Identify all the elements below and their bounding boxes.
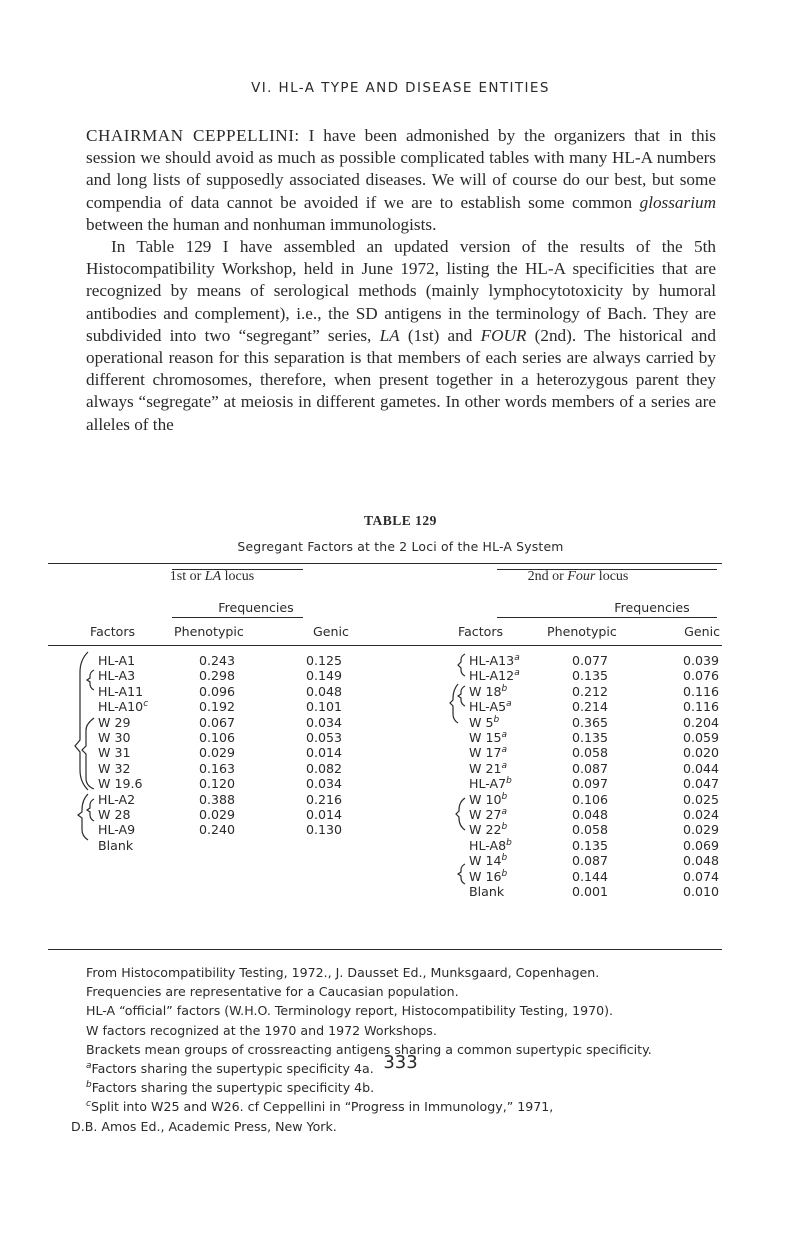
- table-title: TABLE 129: [364, 513, 437, 528]
- locus2-phenotypic: 0.087: [571, 853, 608, 869]
- freq2-subrule: [497, 617, 717, 618]
- note-w-factors: W factors recognized at the 1970 and 1972 Workshops.: [86, 1022, 437, 1038]
- locus1-phenotypic: 0.192: [198, 699, 235, 715]
- locus1-genic: 0.014: [305, 745, 342, 761]
- locus1-factor: HL-A1: [98, 653, 136, 668]
- locus2-phenotypic: 0.365: [571, 714, 608, 730]
- note-source: From Histocompatibility Testing, 1972., J. Dausset Ed., Munksgaard, Copenhagen.: [86, 965, 600, 980]
- locus1-phenotypic: 0.029: [198, 807, 235, 822]
- locus1-genic: 0.216: [305, 791, 342, 807]
- paragraph-1: CHAIRMAN CEPPELLINI: I have been admonished by the organizers that in this session we should avoid as much as possible complicated tables with many HL-A numbers and long lists of supposedly associated diseases. We will of course do our best, but some compendia of data cannot be avoided if we are to establish some common glossarium between the human and nonhuman immunologists.: [86, 126, 716, 234]
- locus2-factor: W 22$^b$: [469, 822, 508, 838]
- table-bottom-rule: [48, 949, 722, 950]
- locus2-factor: W 10$^b$: [469, 791, 508, 807]
- bracket-a3-a11: [87, 670, 94, 690]
- locus2-phenotypic: 0.058: [571, 822, 608, 838]
- locus2-genic: 0.025: [682, 791, 719, 807]
- locus1-genic: 0.130: [305, 822, 342, 838]
- locus2-factor: W 5$^b$: [469, 714, 500, 730]
- col-factors-2: Factors: [458, 624, 504, 639]
- locus2-genic: 0.020: [682, 745, 719, 761]
- bracket-w18-w5: [450, 684, 458, 723]
- table-top-rule: [48, 563, 722, 564]
- locus2-phenotypic: 0.077: [571, 653, 608, 668]
- locus1-genic: 0.048: [305, 683, 342, 699]
- locus1-genic: 0.053: [305, 730, 342, 745]
- locus2-genic: 0.044: [682, 760, 719, 776]
- locus2-phenotypic: 0.058: [571, 745, 608, 761]
- locus1-factor: HL-A11: [98, 683, 144, 699]
- bracket-a13-a12: [458, 654, 465, 676]
- locus1-factor: W 19.6: [98, 776, 143, 792]
- locus2-factor: HL-A5$^a$: [469, 699, 512, 715]
- col-genic-1: Genic: [313, 624, 349, 639]
- bracket-a7-w27: [456, 798, 465, 830]
- locus2-genic: 0.116: [682, 699, 719, 715]
- locus2-phenotypic: 0.001: [571, 884, 608, 899]
- bracket-a8-w14: [458, 864, 465, 884]
- locus1-factor: Blank: [98, 837, 134, 853]
- note-c: $^c$Split into W25 and W26. cf Ceppellini in “Progress in Immunology,” 1971,: [86, 1099, 554, 1115]
- locus2-genic: 0.010: [682, 884, 719, 899]
- locus2-phenotypic: 0.135: [571, 837, 608, 853]
- col-factors-1: Factors: [90, 624, 136, 639]
- locus2-phenotypic: 0.144: [571, 868, 608, 884]
- locus1-genic: 0.034: [305, 714, 342, 730]
- locus2-phenotypic: 0.214: [571, 699, 608, 715]
- locus1-phenotypic: 0.240: [198, 822, 235, 838]
- locus2-factor: W 17$^a$: [469, 745, 507, 761]
- locus1-factor: W 30: [98, 730, 131, 745]
- locus1-phenotypic: 0.243: [198, 653, 235, 668]
- note-a: $^a$Factors sharing the supertypic specificity 4a.: [86, 1060, 374, 1077]
- note-official: HL-A “official” factors (W.H.O. Terminology report, Histocompatibility Testing, 1970).: [86, 1003, 614, 1019]
- locus2-factor: Blank: [469, 884, 505, 899]
- locus2-phenotypic: 0.106: [571, 791, 608, 807]
- col-phenotypic-2: Phenotypic: [547, 624, 617, 639]
- locus2-factor: W 21$^a$: [469, 760, 507, 776]
- freq1-subrule: [172, 617, 303, 618]
- locus1-factor: W 28: [98, 807, 131, 822]
- locus2-phenotypic: 0.048: [571, 807, 608, 822]
- locus2-phenotypic: 0.135: [571, 668, 608, 684]
- locus2-factor: HL-A7$^b$: [469, 776, 512, 792]
- locus2-genic: 0.059: [682, 730, 719, 745]
- bracket-a2-a9: [78, 794, 88, 840]
- locus2-factor: HL-A8$^b$: [469, 837, 512, 853]
- locus1-phenotypic: 0.388: [198, 791, 235, 807]
- locus2-genic: 0.069: [682, 837, 719, 853]
- locus1-phenotypic: 0.067: [198, 714, 235, 730]
- locus2-genic: 0.116: [682, 683, 719, 699]
- bracket-w29-w196: [82, 718, 94, 789]
- locus2-factor: HL-A13$^a$: [469, 652, 520, 668]
- page-number: 333: [383, 1052, 418, 1073]
- locus1-phenotypic: 0.029: [198, 745, 235, 761]
- locus2-header: 2nd or Four locus: [527, 569, 629, 584]
- locus1-genic: 0.149: [305, 668, 342, 684]
- locus2-genic: 0.076: [682, 668, 719, 684]
- frequencies-header-1: Frequencies: [218, 600, 294, 615]
- note-brackets: Brackets mean groups of crossreacting antigens sharing a common supertypic specificity.: [86, 1041, 652, 1057]
- col-phenotypic-1: Phenotypic: [174, 624, 244, 639]
- speaker-name: CHAIRMAN CEPPELLINI:: [86, 126, 300, 145]
- locus2-factor: W 18$^b$: [469, 683, 508, 699]
- locus2-genic: 0.039: [682, 653, 719, 668]
- locus1-phenotypic: 0.106: [198, 730, 235, 745]
- locus2-factor: HL-A12$^a$: [469, 668, 520, 684]
- locus1-genic: 0.034: [305, 776, 342, 792]
- note-c-continued: D.B. Amos Ed., Academic Press, New York.: [71, 1118, 337, 1134]
- locus2-factor: W 15$^a$: [469, 729, 507, 745]
- locus1-genic: 0.014: [305, 807, 342, 822]
- frequencies-header-2: Frequencies: [614, 600, 690, 615]
- table-footnotes: [71, 963, 736, 1136]
- note-representative: Frequencies are representative for a Caucasian population.: [86, 984, 459, 1000]
- locus1-factor: HL-A3: [98, 668, 136, 684]
- note-b: $^b$Factors sharing the supertypic specificity 4b.: [86, 1080, 375, 1096]
- locus2-phenotypic: 0.212: [571, 683, 608, 699]
- glossarium-term: glossarium: [639, 192, 716, 212]
- locus2-phenotypic: 0.087: [571, 760, 608, 776]
- table-header-rule: [48, 645, 722, 646]
- bracket-outer-left: [75, 652, 88, 790]
- locus2-phenotypic: 0.097: [571, 776, 608, 792]
- paragraph-2: In Table 129 I have assembled an updated version of the results of the 5th Histocompatibility Workshop, held in June 1972, listing the HL-A specificities that are recognized by means of serological methods (mainly lymphocytotoxicity by humoral antibodies and complement), i.e., the SD antigens in the terminology of Bach. They are subdivided into two “segregant” series, LA (1st) and FOUR (2nd). The historical and operational reason for this separation is that members of each series are always carried by different chromosomes, therefore, when present together in a heterozygous parent they always “segregate” at meiosis in different gametes. In other words members of a series are alleles of the: [86, 237, 716, 434]
- locus1-factor: W 29: [98, 714, 131, 730]
- locus2-phenotypic: 0.135: [571, 730, 608, 745]
- body-text: [86, 125, 716, 436]
- locus2-factor: W 14$^b$: [469, 853, 508, 869]
- locus1-factor: HL-A10$^c$: [98, 699, 149, 715]
- locus2-genic: 0.048: [682, 853, 719, 869]
- locus2-genic: 0.047: [682, 776, 719, 792]
- col-genic-2: Genic: [684, 624, 720, 639]
- locus1-genic: 0.082: [305, 760, 342, 776]
- locus1-factor: W 31: [98, 745, 131, 761]
- locus2-genic: 0.204: [682, 714, 719, 730]
- locus1-factor: W 32: [98, 760, 131, 776]
- locus1-genic: 0.125: [305, 653, 342, 668]
- locus1-factor: HL-A2: [98, 791, 136, 807]
- locus1-phenotypic: 0.120: [198, 776, 235, 792]
- locus1-phenotypic: 0.096: [198, 683, 235, 699]
- bracket-w18-a5: [458, 686, 465, 706]
- bracket-a2-w28: [87, 799, 94, 821]
- table-caption: Segregant Factors at the 2 Loci of the HL-A System: [237, 539, 564, 554]
- locus2-factor: W 27$^a$: [469, 806, 507, 822]
- locus2-genic: 0.074: [682, 868, 719, 884]
- locus1-factor: HL-A9: [98, 822, 136, 838]
- locus1-phenotypic: 0.163: [198, 760, 235, 776]
- locus2-genic: 0.029: [682, 822, 719, 838]
- running-head: VI. HL-A TYPE AND DISEASE ENTITIES: [251, 80, 550, 96]
- locus2-genic: 0.024: [682, 807, 719, 822]
- locus1-header: 1st or LA locus: [169, 569, 255, 584]
- locus1-genic: 0.101: [305, 699, 342, 715]
- locus1-phenotypic: 0.298: [198, 668, 235, 684]
- locus2-factor: W 16$^b$: [469, 868, 508, 884]
